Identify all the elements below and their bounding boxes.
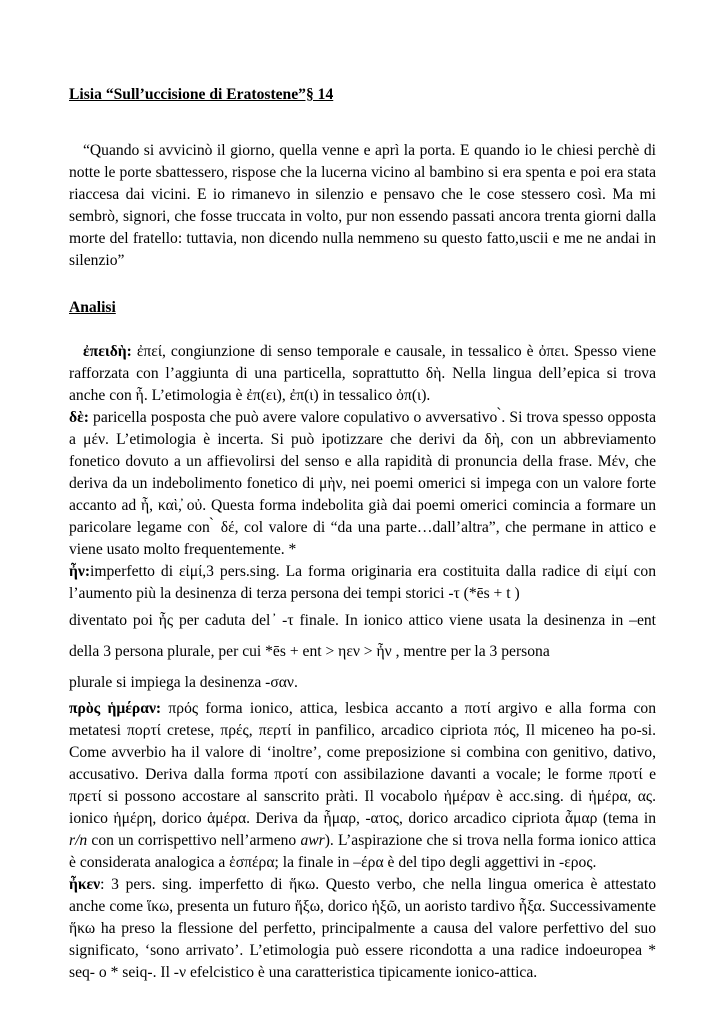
translation-quote [69,140,656,272]
entry-eken [69,874,656,984]
entry-term: ἦκεν [69,876,101,893]
entry-text: paricella posposta che può avere valore copulativo o avversativo ̀. Si trova spesso opposta a μέν. L’etimologia è incerta. Si può ipotizzare che derivi da δὴ, con un abbreviamento fonetico dovuto a un affievolirsi del senso e alla rapidità di pronuncia della frase. Μέν, che deriva da un indebolimento fonetico di μὴν, nei poemi omerici si impega con un valore forte accanto ad ἦ, καὶ,̓ οὐ. Questa forma indebolita già dai poemi omerici comincia a formare un paricolare legame con ̀ δέ, col valore di “da una parte…dall’altra”, che permane in attico e viene usato molto frequentemente. * [69,409,656,558]
entry-pros-hemeran [69,698,656,874]
entry-term: πρὸς ἡμέραν: [69,700,162,717]
entry-term: δὲ: [69,409,89,426]
document-title: Lisia “Sull’uccisione di Eratostene”§ 14 [69,86,334,103]
analysis-heading: Analisi [69,299,116,316]
entry-epeide [69,341,656,407]
entry-italic: r/n [69,832,88,849]
entry-de [69,407,656,561]
entry-term: ἦν: [69,563,91,580]
entry-text: ). L’aspirazione che si trova nella forma ionico attica è considerata analogica a ἑσπέρα; la finale in –έρα è del tipo degli aggettivi in -ερος. [69,832,656,871]
entry-text: imperfetto di εἰμί,3 pers.sing. La forma originaria era costituita dalla radice di εἰμί con l’aumento più la desinenza di terza persona dei tempi storici -τ (*ēs + t ) [69,563,656,602]
entry-term: ἐπειδὴ: [83,343,132,360]
entry-text: plurale si impiega la desinenza -σαν. [69,674,298,691]
entry-en-end [69,667,656,698]
entry-text: con un corrispettivo nell’armeno [87,832,301,849]
entry-text: : 3 pers. sing. imperfetto di ἥκω. Questo verbo, che nella lingua omerica è attestato anche come ἵκω, presenta un futuro ἥξω, dorico ἡξῶ, un aoristo tardivo ἧξα. Successivamente ἥκω ha preso la flessione del perfetto, principalmente a causa del valore perfettivo del suo significato, ‘sono arrivato’. L’etimologia può essere ricondotta a una radice indoeuropea * seq- o * seiq-. Il -ν efelcistico è una caratteristica tipicamente ionico-attica. [69,876,656,981]
quote-text: “Quando si avvicinò il giorno, quella venne e aprì la porta. E quando io le chiesi perchè di notte le porte sbattessero, rispose che la lucerna vicino al bambino si era spenta e poi era stata riaccesa dai vicini. E io rimanevo in silenzio e pensavo che le cose stessero così. Ma mi sembrò, signori, che fosse truccata in volto, pur non essendo passati ancora trenta giorni dalla morte del fratello: tuttavia, non dicendo nulla nemmeno su questo fatto,uscii e me ne andai in silenzio” [69,142,656,269]
document-body [69,84,656,984]
entry-text: diventato poi ἦς per caduta del ̓ -τ finale. In ionico attico viene usata la desinenza in –ent della 3 persona plurale, per cui *ēs + ent > ηεν > ἦν , mentre per la 3 persona [69,612,656,660]
entry-text: ἐπεί, congiunzione di senso temporale e causale, in tessalico è ὀπει. Spesso viene rafforzata con l’aggiunta di una particella, soprattutto δὴ. Nella lingua dell’epica si trova anche con ἦ. L’etimologia è ἐπ(ει), ἐπ(ι) in tessalico ὀπ(ι). [69,343,656,404]
entry-text: πρός forma ionico, attica, lesbica accanto a ποτί argivo e alla forma con metatesi πορτί cretese, πρές, περτί in panfilico, arcadico cipriota πός, Il miceneo ha po-si. Come avverbio ha il valore di ‘inoltre’, come preposizione si combina con genitivo, dativo, accusativo. Deriva dalla forma προτί con assibilazione davanti a vocale; le forme προτί e πρετί si possono accostare al sanscrito pràti. Il vocabolo ἡμέραν è acc.sing. di ἡμέρα, ας. ionico ἡμέρη, dorico ἁμέρα. Deriva da ἦμαρ, -ατος, dorico arcadico cipriota ἆμαρ (tema in [69,700,656,827]
entry-italic: awr [300,832,325,849]
entry-en [69,561,656,605]
entry-en-continued [69,605,656,667]
analysis-entries [69,341,656,984]
